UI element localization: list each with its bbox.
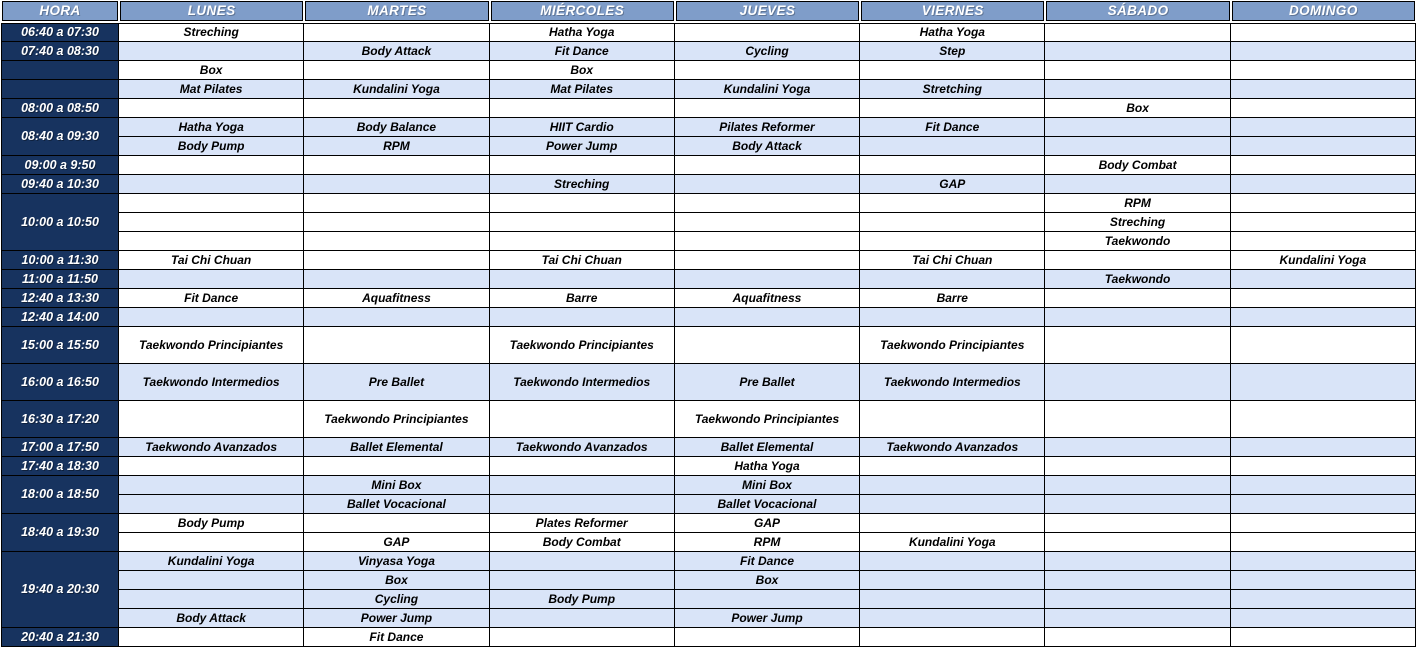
class-cell: Kundalini Yoga [675,80,860,99]
empty-cell [304,327,489,364]
empty-cell [304,270,489,289]
class-cell: Body Balance [304,118,489,137]
time-cell: 17:40 a 18:30 [1,457,119,476]
header-cell-miercoles: MIÉRCOLES [491,1,674,21]
class-cell: Body Attack [675,137,860,156]
empty-cell [1231,308,1416,327]
class-cell: Box [675,571,860,590]
empty-cell [1231,514,1416,533]
empty-cell [1231,213,1416,232]
empty-cell [860,99,1045,118]
empty-cell [1231,118,1416,137]
class-cell: Box [490,61,675,80]
empty-cell [1231,495,1416,514]
empty-cell [490,232,675,251]
class-cell: Power Jump [304,609,489,628]
time-cell [1,61,119,80]
class-cell: Vinyasa Yoga [304,552,489,571]
class-cell: Aquafitness [675,289,860,308]
empty-cell [1045,590,1230,609]
class-cell: Kundalini Yoga [119,552,304,571]
empty-cell [860,495,1045,514]
time-cell: 12:40 a 14:00 [1,308,119,327]
empty-cell [1045,609,1230,628]
class-cell: Taekwondo Avanzados [119,438,304,457]
class-cell: HIIT Cardio [490,118,675,137]
empty-cell [675,251,860,270]
empty-cell [675,213,860,232]
empty-cell [490,308,675,327]
empty-cell [675,590,860,609]
header-cell-domingo: DOMINGO [1232,1,1415,21]
empty-cell [490,270,675,289]
class-cell: Kundalini Yoga [1231,251,1416,270]
time-cell: 18:00 a 18:50 [1,476,119,514]
empty-cell [1045,514,1230,533]
empty-cell [675,156,860,175]
empty-cell [860,213,1045,232]
time-cell: 08:00 a 08:50 [1,99,119,118]
empty-cell [675,23,860,42]
empty-cell [1045,251,1230,270]
empty-cell [675,270,860,289]
empty-cell [675,61,860,80]
class-cell: Power Jump [490,137,675,156]
time-cell: 06:40 a 07:30 [1,23,119,42]
empty-cell [119,194,304,213]
empty-cell [304,213,489,232]
empty-cell [490,571,675,590]
class-cell: Streching [490,175,675,194]
class-cell: Taekwondo Principiantes [119,327,304,364]
class-cell: Mat Pilates [119,80,304,99]
class-cell: Ballet Elemental [675,438,860,457]
class-cell: Body Attack [119,609,304,628]
empty-cell [1045,80,1230,99]
class-cell: Ballet Vocacional [675,495,860,514]
time-cell [1,80,119,99]
empty-cell [1231,590,1416,609]
empty-cell [1231,61,1416,80]
empty-cell [490,628,675,647]
empty-cell [1045,571,1230,590]
class-cell: Fit Dance [119,289,304,308]
empty-cell [1045,457,1230,476]
class-cell: Streching [119,23,304,42]
empty-cell [860,308,1045,327]
empty-cell [304,156,489,175]
empty-cell [1045,552,1230,571]
empty-cell [1045,23,1230,42]
empty-cell [1231,270,1416,289]
empty-cell [119,495,304,514]
empty-cell [860,628,1045,647]
empty-cell [119,628,304,647]
empty-cell [860,270,1045,289]
empty-cell [490,99,675,118]
time-cell: 09:40 a 10:30 [1,175,119,194]
class-cell: Taekwondo Intermedios [119,364,304,401]
header-cell-jueves: JUEVES [676,1,859,21]
time-cell: 11:00 a 11:50 [1,270,119,289]
class-cell: Barre [860,289,1045,308]
empty-cell [1231,364,1416,401]
empty-cell [1231,289,1416,308]
class-cell: Hatha Yoga [675,457,860,476]
empty-cell [675,175,860,194]
empty-cell [1045,308,1230,327]
empty-cell [490,194,675,213]
empty-cell [119,401,304,438]
empty-cell [490,552,675,571]
class-cell: Box [119,61,304,80]
empty-cell [490,401,675,438]
class-cell: Kundalini Yoga [860,533,1045,552]
empty-cell [1045,61,1230,80]
class-cell: Step [860,42,1045,61]
class-cell: Cycling [304,590,489,609]
class-cell: Fit Dance [490,42,675,61]
empty-cell [860,401,1045,438]
empty-cell [119,571,304,590]
header-cell-martes: MARTES [305,1,488,21]
empty-cell [304,23,489,42]
time-cell: 20:40 a 21:30 [1,628,119,647]
empty-cell [304,99,489,118]
empty-cell [304,232,489,251]
class-cell: Hatha Yoga [490,23,675,42]
time-cell: 17:00 a 17:50 [1,438,119,457]
class-cell: Taekwondo [1045,232,1230,251]
class-cell: Tai Chi Chuan [490,251,675,270]
class-cell: Taekwondo Principiantes [304,401,489,438]
empty-cell [304,175,489,194]
empty-cell [490,156,675,175]
class-cell: Streching [1045,213,1230,232]
class-cell: Plates Reformer [490,514,675,533]
empty-cell [860,232,1045,251]
class-cell: Mini Box [675,476,860,495]
empty-cell [1231,457,1416,476]
empty-cell [860,609,1045,628]
empty-cell [1231,438,1416,457]
time-cell: 16:00 a 16:50 [1,364,119,401]
empty-cell [119,175,304,194]
class-cell: Cycling [675,42,860,61]
empty-cell [304,61,489,80]
empty-cell [119,533,304,552]
empty-cell [675,327,860,364]
class-cell: Kundalini Yoga [304,80,489,99]
class-cell: RPM [1045,194,1230,213]
empty-cell [1231,533,1416,552]
empty-cell [860,156,1045,175]
time-cell: 18:40 a 19:30 [1,514,119,552]
class-schedule-table [1,1,1416,647]
time-cell: 12:40 a 13:30 [1,289,119,308]
empty-cell [675,232,860,251]
empty-cell [1045,289,1230,308]
empty-cell [119,99,304,118]
empty-cell [304,457,489,476]
time-cell: 10:00 a 11:30 [1,251,119,270]
empty-cell [1231,609,1416,628]
class-cell: Tai Chi Chuan [119,251,304,270]
empty-cell [860,571,1045,590]
empty-cell [860,590,1045,609]
empty-cell [1045,137,1230,156]
time-cell: 10:00 a 10:50 [1,194,119,251]
class-cell: Body Combat [1045,156,1230,175]
header-cell-lunes: LUNES [120,1,303,21]
empty-cell [490,476,675,495]
empty-cell [675,308,860,327]
time-cell: 09:00 a 9:50 [1,156,119,175]
empty-cell [860,552,1045,571]
empty-cell [1045,42,1230,61]
empty-cell [490,457,675,476]
class-cell: Body Pump [490,590,675,609]
empty-cell [675,628,860,647]
class-cell: Power Jump [675,609,860,628]
header-cell-sabado: SÁBADO [1046,1,1229,21]
empty-cell [1231,42,1416,61]
empty-cell [119,232,304,251]
class-cell: Taekwondo Intermedios [490,364,675,401]
empty-cell [1045,476,1230,495]
empty-cell [675,99,860,118]
empty-cell [860,61,1045,80]
class-cell: Taekwondo [1045,270,1230,289]
empty-cell [1045,175,1230,194]
empty-cell [1231,194,1416,213]
class-cell: Pre Ballet [675,364,860,401]
class-cell: Body Pump [119,137,304,156]
time-cell: 15:00 a 15:50 [1,327,119,364]
empty-cell [860,457,1045,476]
empty-cell [860,137,1045,156]
empty-cell [1231,327,1416,364]
class-cell: Taekwondo Principiantes [860,327,1045,364]
class-cell: Fit Dance [304,628,489,647]
empty-cell [1231,476,1416,495]
class-cell: Body Pump [119,514,304,533]
empty-cell [860,194,1045,213]
empty-cell [304,251,489,270]
empty-cell [1231,137,1416,156]
empty-cell [1045,533,1230,552]
time-cell: 19:40 a 20:30 [1,552,119,628]
empty-cell [1045,364,1230,401]
class-cell: Taekwondo Intermedios [860,364,1045,401]
class-cell: Tai Chi Chuan [860,251,1045,270]
class-cell: RPM [304,137,489,156]
empty-cell [1231,99,1416,118]
class-cell: Fit Dance [675,552,860,571]
empty-cell [1231,80,1416,99]
empty-cell [119,457,304,476]
empty-cell [304,194,489,213]
empty-cell [1231,232,1416,251]
time-cell: 08:40 a 09:30 [1,118,119,156]
empty-cell [304,514,489,533]
class-cell: Hatha Yoga [119,118,304,137]
class-cell: Body Combat [490,533,675,552]
empty-cell [119,308,304,327]
class-cell: GAP [304,533,489,552]
empty-cell [1231,156,1416,175]
empty-cell [304,308,489,327]
empty-cell [1045,118,1230,137]
class-cell: Taekwondo Principiantes [490,327,675,364]
class-cell: GAP [675,514,860,533]
class-cell: Hatha Yoga [860,23,1045,42]
empty-cell [1045,628,1230,647]
class-cell: Ballet Vocacional [304,495,489,514]
empty-cell [1231,401,1416,438]
empty-cell [1045,438,1230,457]
empty-cell [1231,175,1416,194]
class-cell: Taekwondo Principiantes [675,401,860,438]
class-cell: Box [304,571,489,590]
class-cell: Taekwondo Avanzados [860,438,1045,457]
class-cell: Aquafitness [304,289,489,308]
empty-cell [119,270,304,289]
class-cell: Fit Dance [860,118,1045,137]
empty-cell [119,42,304,61]
header-cell-hora: HORA [2,1,118,21]
empty-cell [1231,628,1416,647]
empty-cell [490,609,675,628]
empty-cell [1045,327,1230,364]
empty-cell [1045,401,1230,438]
class-cell: GAP [860,175,1045,194]
class-cell: Stretching [860,80,1045,99]
class-cell: Pilates Reformer [675,118,860,137]
class-cell: Taekwondo Avanzados [490,438,675,457]
empty-cell [1231,23,1416,42]
empty-cell [1231,571,1416,590]
class-cell: Ballet Elemental [304,438,489,457]
time-cell: 16:30 a 17:20 [1,401,119,438]
empty-cell [860,514,1045,533]
empty-cell [1045,495,1230,514]
class-cell: Body Attack [304,42,489,61]
empty-cell [119,590,304,609]
class-cell: RPM [675,533,860,552]
class-cell: Box [1045,99,1230,118]
header-cell-viernes: VIERNES [861,1,1044,21]
empty-cell [1231,552,1416,571]
empty-cell [490,495,675,514]
empty-cell [490,213,675,232]
empty-cell [119,213,304,232]
empty-cell [860,476,1045,495]
empty-cell [675,194,860,213]
class-cell: Mat Pilates [490,80,675,99]
class-cell: Pre Ballet [304,364,489,401]
time-cell: 07:40 a 08:30 [1,42,119,61]
class-cell: Mini Box [304,476,489,495]
empty-cell [119,156,304,175]
empty-cell [119,476,304,495]
class-cell: Barre [490,289,675,308]
